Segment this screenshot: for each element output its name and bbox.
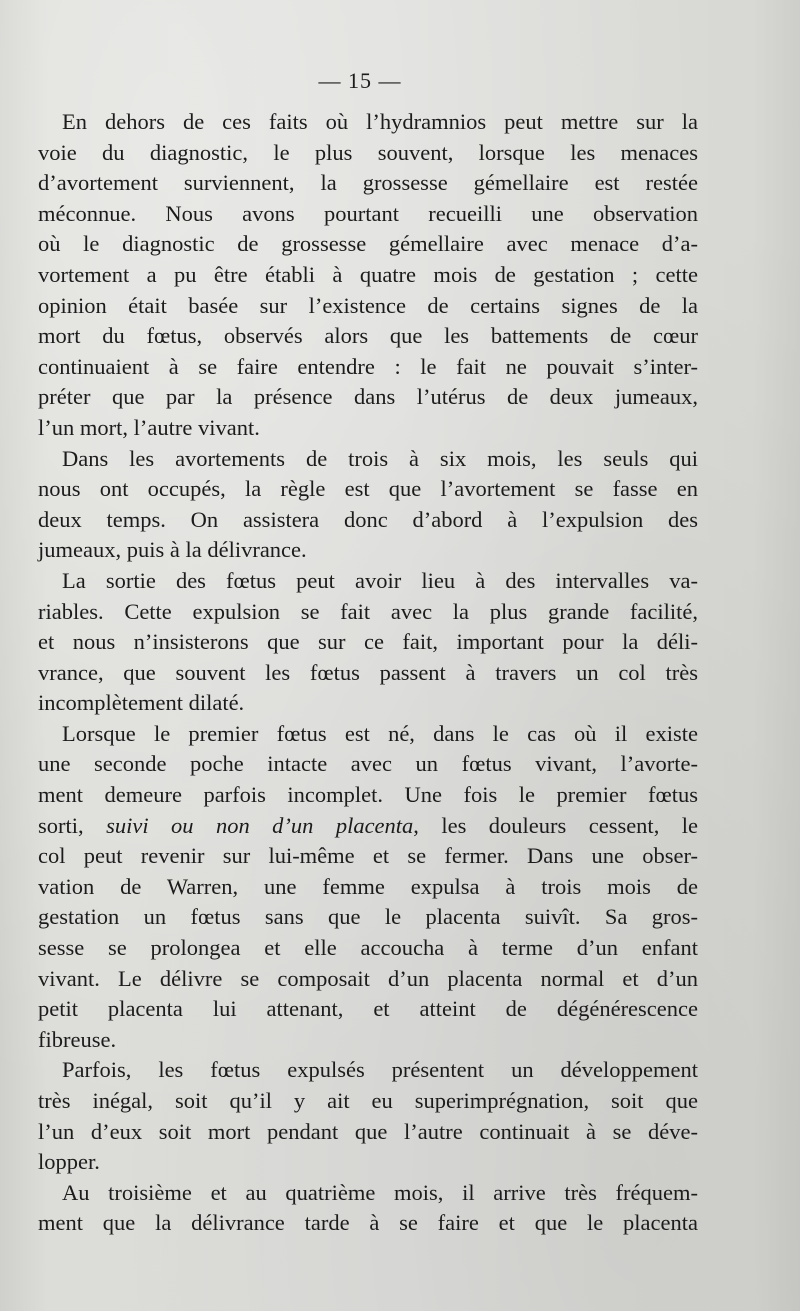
text-line: ment que la délivrance tarde à se faire et que le placenta	[38, 1210, 698, 1236]
text-line: fibreuse.	[38, 1026, 117, 1052]
text-line: Parfois, les fœtus expulsés présentent un développement	[62, 1057, 698, 1083]
paragraph	[38, 107, 698, 444]
text-line: nous ont occupés, la règle est que l’avortement se fasse en	[38, 476, 698, 502]
text-line: vation de Warren, une femme expulsa à trois mois de	[38, 873, 698, 899]
text-line: sesse se prolongea et elle accoucha à terme d’un enfant	[38, 935, 698, 961]
text-line: col peut revenir sur lui-même et se fermer. Dans une obser-	[38, 843, 698, 869]
text-segment: , les douleurs cessent, le	[413, 812, 698, 838]
text-line: l’un d’eux soit mort pendant que l’autre continuait à se déve-	[38, 1118, 698, 1144]
paragraph	[38, 444, 698, 566]
text-line: En dehors de ces faits où l’hydramnios peut mettre sur la	[62, 109, 698, 134]
paragraph	[38, 1055, 698, 1177]
text-line: continuaient à se faire entendre : le fait ne pouvait s’inter-	[38, 353, 698, 379]
text-line: Au troisième et au quatrième mois, il arrive très fréquem-	[62, 1179, 698, 1205]
paragraph	[38, 566, 698, 719]
text-line: une seconde poche intacte avec un fœtus vivant, l’avorte-	[38, 751, 698, 777]
text-line: Dans les avortements de trois à six mois, les seuls qui	[62, 445, 698, 471]
text-line: incomplètement dilaté.	[38, 690, 245, 716]
text-line: où le diagnostic de grossesse gémellaire avec menace d’a-	[38, 231, 698, 257]
text-line: lopper.	[38, 1149, 100, 1175]
text-line: jumeaux, puis à la délivrance.	[38, 537, 307, 563]
text-line	[38, 811, 698, 842]
text-line: très inégal, soit qu’il y ait eu superimprégnation, soit que	[38, 1088, 698, 1113]
page-number: — 15 —	[318, 68, 402, 93]
text-line: vivant. Le délivre se composait d’un placenta normal et d’un	[38, 965, 698, 991]
paragraph	[38, 1178, 698, 1239]
text-line: petit placenta lui attenant, et atteint de dégénérescence	[38, 996, 698, 1022]
text-line: l’un mort, l’autre vivant.	[38, 414, 260, 440]
text-line: d’avortement surviennent, la grossesse gémellaire est restée	[38, 170, 698, 196]
text-line: gestation un fœtus sans que le placenta suivît. Sa gros-	[38, 904, 698, 930]
text-line: méconnue. Nous avons pourtant recueilli une observation	[38, 200, 698, 226]
text-line: deux temps. On assistera donc d’abord à l’expulsion des	[38, 506, 698, 532]
body-text	[38, 107, 698, 1239]
text-line: opinion était basée sur l’existence de certains signes de la	[38, 292, 698, 318]
text-line: vrance, que souvent les fœtus passent à travers un col très	[38, 659, 698, 685]
italic-text: suivi ou non d’un placenta	[106, 812, 414, 838]
text-line: voie du diagnostic, le plus souvent, lorsque les menaces	[38, 139, 698, 165]
text-line: Lorsque le premier fœtus est né, dans le cas où il existe	[62, 720, 698, 746]
text-line: ment demeure parfois incomplet. Une fois le premier fœtus	[38, 782, 698, 808]
text-line: vortement a pu être établi à quatre mois de gestation ; cette	[38, 261, 698, 287]
text-line: et nous n’insisterons que sur ce fait, important pour la déli-	[38, 629, 698, 655]
text-line: La sortie des fœtus peut avoir lieu à des intervalles va-	[62, 567, 698, 593]
paragraph	[38, 719, 698, 1056]
text-line: mort du fœtus, observés alors que les battements de cœur	[38, 323, 698, 349]
text-line: riables. Cette expulsion se fait avec la plus grande facilité,	[38, 598, 698, 624]
text-line: préter que par la présence dans l’utérus de deux jumeaux,	[38, 384, 698, 410]
text-segment: sorti,	[38, 812, 107, 838]
